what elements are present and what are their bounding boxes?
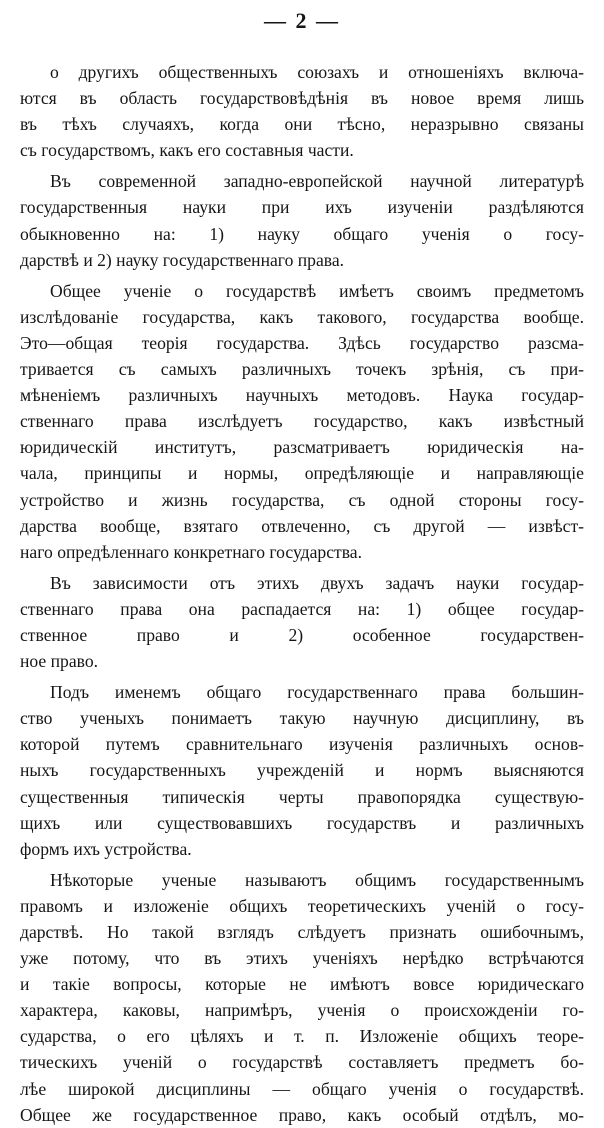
text-line: щихъ или существовавшихъ государствъ и различныхъ	[20, 812, 584, 833]
text-line: дарствѣ. Но такой взглядъ слѣдуетъ признать ошибочнымъ,	[20, 922, 584, 942]
text-line: Нѣкоторые ученые называютъ общимъ государственнымъ	[50, 869, 584, 890]
text-line: формъ ихъ устройства.	[20, 838, 192, 859]
text-line: ственнаго права изслѣдуетъ государство, какъ извѣстный	[20, 411, 584, 432]
text-line: дарства вообще, взятаго отвлеченно, съ другой — извѣст-	[20, 515, 584, 536]
paragraph	[20, 59, 584, 163]
text-line: тическихъ ученій о государствѣ составляетъ предметъ бо-	[20, 1052, 584, 1073]
text-line: устройство и жизнь государства, съ одной стороны госу-	[20, 489, 584, 510]
text-line: которой путемъ сравнительнаго изученія различныхъ основ-	[20, 734, 584, 755]
text-line: Въ зависимости отъ этихъ двухъ задачъ науки государ-	[50, 572, 584, 593]
text-line: Общее же государственное право, какъ особый отдѣлъ, мо-	[20, 1104, 584, 1125]
text-line: юридическій институтъ, разсматриваетъ юридическія на-	[20, 437, 584, 458]
text-line: ственнаго права она распадается на: 1) общее государ-	[20, 598, 584, 619]
text-line: въ тѣхъ случаяхъ, когда они тѣсно, неразрывно связаны	[20, 114, 584, 135]
text-line: уже потому, что въ этихъ ученіяхъ нерѣдко встрѣчаются	[20, 948, 584, 969]
text-line: о другихъ общественныхъ союзахъ и отношеніяхъ включа-	[50, 62, 584, 82]
text-line: мѣненіемъ различныхъ научныхъ методовъ. Наука госудаp-	[20, 385, 584, 406]
paragraph	[20, 168, 584, 272]
text-line: лѣе широкой дисциплины — общаго ученія о государствѣ.	[20, 1078, 584, 1099]
paragraph	[20, 679, 584, 862]
text-line: ются въ область государствовѣдѣнія въ новое время лишь	[20, 88, 584, 109]
paragraph	[20, 867, 584, 1128]
page-body-text	[20, 59, 584, 1128]
text-line: Это—общая теорія государства. Здѣсь государство разсма-	[20, 332, 584, 353]
text-line: и такіе вопросы, которые не имѣютъ вовсе юридическаго	[20, 974, 584, 995]
text-line: обыкновенно на: 1) науку общаго ученія о госу-	[20, 223, 584, 244]
text-line: существенныя типическія черты правопорядка существую-	[20, 786, 584, 807]
page-number: — 2 —	[264, 8, 340, 33]
text-line: ственное право и 2) особенное государствен-	[20, 624, 584, 645]
text-line: изслѣдованіе государства, какъ такового, государства вообще.	[20, 306, 584, 327]
text-line: Въ современной западно-европейской научной литературѣ	[50, 171, 584, 192]
text-line: Общее ученіе о государствѣ имѣетъ своимъ предметомъ	[50, 280, 584, 301]
text-line: ныхъ государственныхъ учрежденій и нормъ выясняются	[20, 760, 584, 781]
paragraph	[20, 570, 584, 674]
text-line: сударства, о его цѣляхъ и т. п. Изложеніе общихъ теоре-	[20, 1026, 584, 1047]
text-line: характера, каковы, напримѣръ, ученія о происхожденіи го-	[20, 1000, 584, 1021]
text-line: ное право.	[20, 651, 99, 672]
paragraph	[20, 278, 584, 565]
text-line: съ государствомъ, какъ его составныя части.	[20, 140, 354, 161]
text-line: дарствѣ и 2) науку государственнаго права.	[20, 249, 345, 270]
text-line: государственныя науки при ихъ изученіи раздѣляются	[20, 197, 584, 218]
text-line: наго опредѣленнаго конкретнаго государства.	[20, 541, 363, 562]
text-line: тривается съ самыхъ различныхъ точекъ зрѣнія, съ при-	[20, 359, 584, 380]
text-line: ство ученыхъ понимаетъ такую научную дисциплину, въ	[20, 708, 584, 729]
text-line: правомъ и изложеніе общихъ теоретическихъ ученій о госу-	[20, 895, 584, 916]
text-line: чала, принципы и нормы, опредѣляющіе и направляющіе	[20, 463, 584, 484]
text-line: Подъ именемъ общаго государственнаго права большин-	[50, 682, 584, 703]
